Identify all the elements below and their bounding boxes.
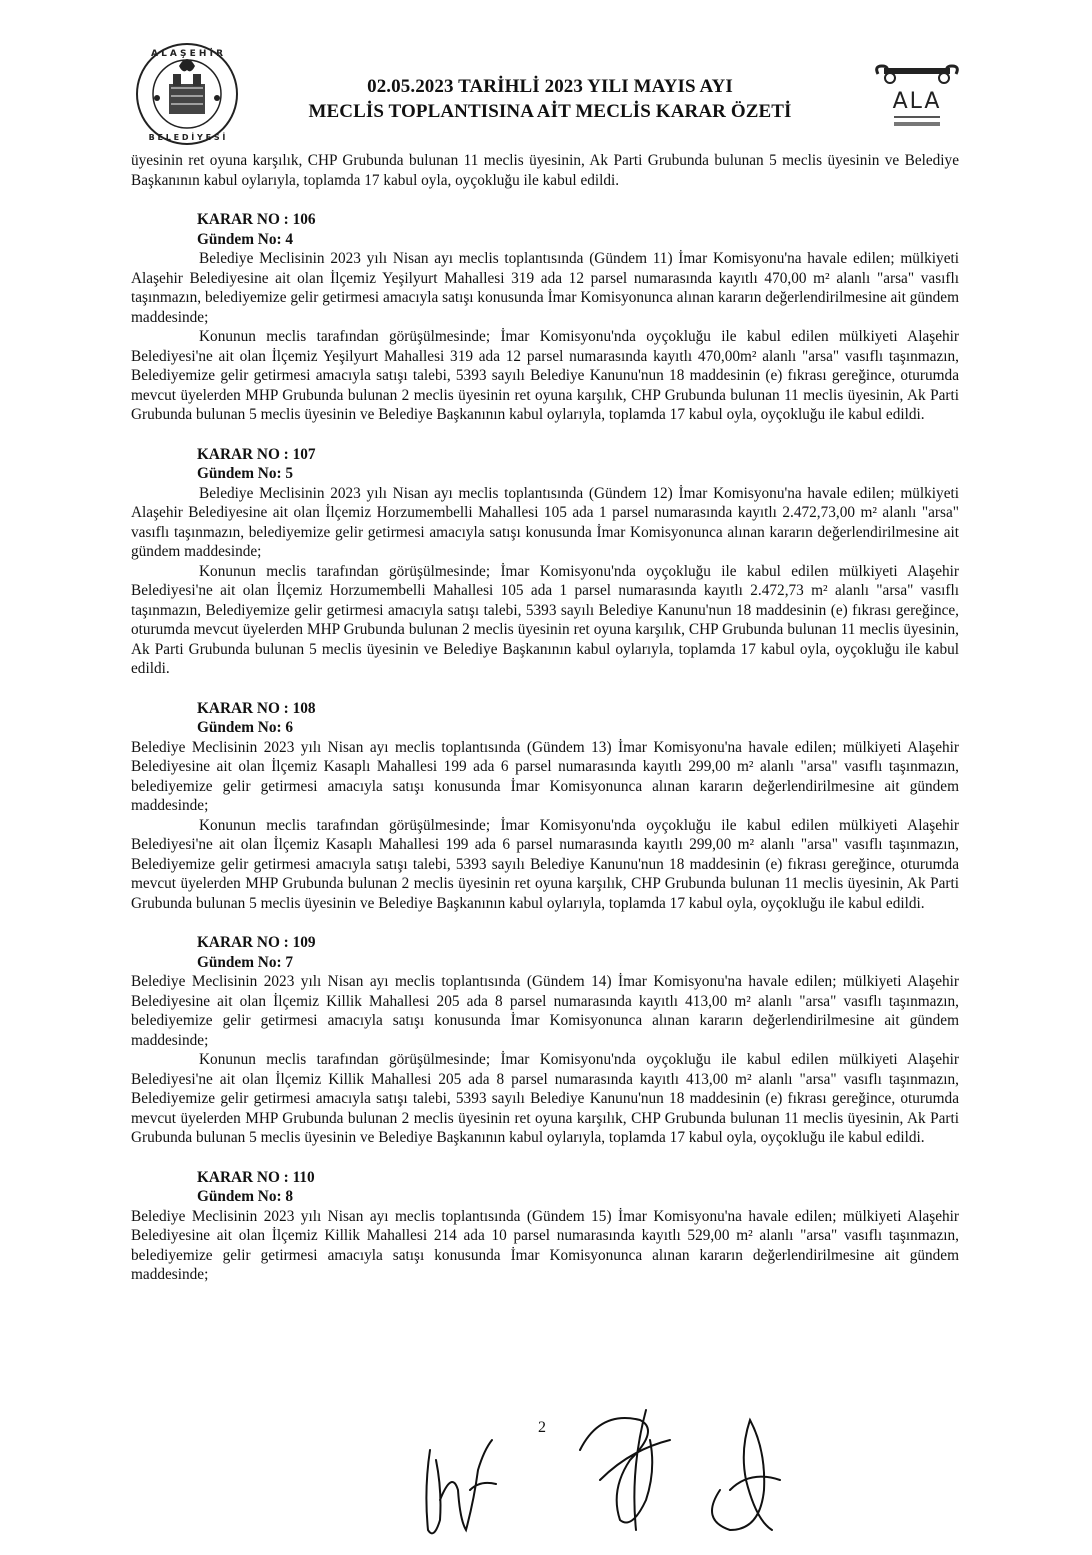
svg-text:ALA: ALA [892,89,942,114]
ala-column-logo-icon [872,62,962,132]
decision-paragraph-1: Belediye Meclisinin 2023 yılı Nisan ayı meclis toplantısında (Gündem 12) İmar Komisyonu'na havale edilen; mülkiyeti Alaşehir Belediyesine ait olan İlçemiz Horzumembelli Mahallesi 105 ada 1 parsel numarasında kayıtlı 2.472,73,00 m² alanlı "arsa" vasıflı taşınmazın, belediyemize gelir getirmesi amacıyla satışı konusunda İmar Komisyonunca alınan kararın değerlendirilmesine ait gündem maddesinde; [131,484,959,560]
gundem-no: Gündem No: 7 [197,953,294,971]
decision-paragraph-2: Konunun meclis tarafından görüşülmesinde; İmar Komisyonu'nda oyçokluğu ile kabul edilen mülkiyeti Alaşehir Belediyesi'ne ait olan İlçemiz Horzumembelli Mahallesi 105 ada 1 parsel numarasında kayıtlı 2.472,73 m² alanlı "arsa" vasıflı taşınmazın, Belediyemize gelir getirmesi amacıyla satışı talebi, 5393 sayılı Belediye Kanunu'nun 18 maddesinin (e) fıkrası gereğince, oturumda mevcut üyelerden MHP Grubunda bulunan 2 meclis üyesinin ret oyuna karşılık, CHP Grubunda bulunan 11 meclis üyesinin, Ak Parti Grubunda bulunan 5 meclis üyesinin ve Belediye Başkanının kabul oylarıyla, toplamda 17 kabul oyla, oyçokluğu ile kabul edildi. [131,562,959,677]
document-header [0,0,1092,150]
karar-no: KARAR NO : 106 [197,211,316,228]
decision-108 [131,699,959,914]
gundem-no: Gündem No: 4 [197,230,294,248]
decision-paragraph-1: Belediye Meclisinin 2023 yılı Nisan ayı meclis toplantısında (Gündem 13) İmar Komisyonu'na havale edilen; mülkiyeti Alaşehir Belediyesine ait olan İlçemiz Kasaplı Mahallesi 199 ada 6 parsel numarasında kayıtlı 299,00 m² alanlı "arsa" vasıflı taşınmazın, belediyemize gelir getirmesi amacıyla satışı konusunda İmar Komisyonunca alınan kararın değerlendirilmesine ait gündem maddesinde; [131,738,959,814]
gundem-no: Gündem No: 5 [197,465,294,482]
alasehir-belediyesi-seal-icon [133,40,241,148]
karar-no: KARAR NO : 110 [197,1168,315,1186]
svg-text:B E L E D İ Y E S İ: B E L E D İ Y E S İ [148,133,226,142]
decision-paragraph-2: Konunun meclis tarafından görüşülmesinde; İmar Komisyonu'nda oyçokluğu ile kabul edilen mülkiyeti Alaşehir Belediyesi'ne ait olan İlçemiz Yeşilyurt Mahallesi 319 ada 12 parsel numarasında kayıtlı 470,00m² alanlı "arsa" vasıflı taşınmazın, Belediyemize gelir getirmesi amacıyla satışı talebi, 5393 sayılı Belediye Kanunu'nun 18 maddesinin (e) fıkrası gereğince, oturumda mevcut üyelerden MHP Grubunda bulunan 2 meclis üyesinin ret oyuna karşılık, CHP Grubunda bulunan 11 meclis üyesinin, Ak Parti Grubunda bulunan 5 meclis üyesinin ve Belediye Başkanının kabul oylarıyla, toplamda 17 kabul oyla, oyçokluğu ile kabul edildi. [131,328,959,423]
gundem-no: Gündem No: 8 [197,1188,294,1205]
page-number: 2 [538,1419,546,1436]
decision-106 [131,210,959,425]
svg-text:A L A Ş E H İ R: A L A Ş E H İ R [150,49,224,59]
decision-110 [131,1168,959,1285]
decision-paragraph-1: Belediye Meclisinin 2023 yılı Nisan ayı meclis toplantısında (Gündem 11) İmar Komisyonu'na havale edilen; mülkiyeti Alaşehir Belediyesine ait olan İlçemiz Yeşilyurt Mahallesi 319 ada 12 parsel numarasında kayıtlı 470,00 m² alanlı "arsa" vasıflı taşınmazın, belediyemize gelir getirmesi amacıyla satışı konusunda İmar Komisyonunca alınan kararın değerlendirilmesine ait gündem maddesinde; [131,250,959,326]
decision-109 [131,933,959,1148]
document-body [131,151,959,1285]
handwritten-signatures-icon [400,1380,800,1550]
decision-107 [131,445,959,679]
karar-no: KARAR NO : 107 [197,445,316,463]
gundem-no: Gündem No: 6 [197,719,294,736]
decision-paragraph-1: Belediye Meclisinin 2023 yılı Nisan ayı meclis toplantısında (Gündem 14) İmar Komisyonu'na havale edilen; mülkiyeti Alaşehir Belediyesine ait olan İlçemiz Killik Mahallesi 205 ada 8 parsel numarasında kayıtlı 413,00 m² alanlı "arsa" vasıflı taşınmazın, belediyemize gelir getirmesi amacıyla satışı konusunda İmar Komisyonunca alınan kararın değerlendirilmesine ait gündem maddesinde; [131,973,959,1049]
title-line-1: 02.05.2023 TARİHLİ 2023 YILI MAYIS AYI [367,76,733,97]
karar-no: KARAR NO : 108 [197,699,316,717]
decision-paragraph-2: Konunun meclis tarafından görüşülmesinde; İmar Komisyonu'nda oyçokluğu ile kabul edilen mülkiyeti Alaşehir Belediyesi'ne ait olan İlçemiz Killik Mahallesi 205 ada 8 parsel numarasında kayıtlı 413,00 m² alanlı "arsa" vasıflı taşınmazın, Belediyemize gelir getirmesi amacıyla satışı talebi, 5393 sayılı Belediye Kanunu'nun 18 maddesinin (e) fıkrası gereğince, oturumda mevcut üyelerden MHP Grubunda bulunan 2 meclis üyesinin ret oyuna karşılık, CHP Grubunda bulunan 11 meclis üyesinin, Ak Parti Grubunda bulunan 5 meclis üyesinin ve Belediye Başkanının kabul oylarıyla, toplamda 17 kabul oyla, oyçokluğu ile kabul edildi. [131,1051,959,1146]
karar-no: KARAR NO : 109 [197,934,316,951]
decision-paragraph-1: Belediye Meclisinin 2023 yılı Nisan ayı meclis toplantısında (Gündem 15) İmar Komisyonu'na havale edilen; mülkiyeti Alaşehir Belediyesine ait olan İlçemiz Killik Mahallesi 214 ada 10 parsel numarasında kayıtlı 529,00 m² alanlı "arsa" vasıflı taşınmazın, belediyemize gelir getirmesi amacıyla satışı konusunda İmar Komisyonunca alınan kararın değerlendirilmesine ait gündem maddesinde; [131,1207,959,1283]
decision-paragraph-2: Konunun meclis tarafından görüşülmesinde; İmar Komisyonu'nda oyçokluğu ile kabul edilen mülkiyeti Alaşehir Belediyesi'ne ait olan İlçemiz Kasaplı Mahallesi 199 ada 6 parsel numarasında kayıtlı 299,00 m² alanlı "arsa" vasıflı taşınmazın, Belediyemize gelir getirmesi amacıyla satışı talebi, 5393 sayılı Belediye Kanunu'nun 18 maddesinin (e) fıkrası gereğince, oturumda mevcut üyelerden MHP Grubunda bulunan 2 meclis üyesinin ret oyuna karşılık, CHP Grubunda bulunan 11 meclis üyesinin, Ak Parti Grubunda bulunan 5 meclis üyesinin ve Belediye Başkanının kabul oylarıyla, toplamda 17 kabul oyla, oyçokluğu ile kabul edildi. [131,816,959,912]
intro-paragraph: üyesinin ret oyuna karşılık, CHP Grubunda bulunan 11 meclis üyesinin, Ak Parti Grubunda bulunan 5 meclis üyesinin ve Belediye Başkanının kabul oylarıyla, toplamda 17 kabul oyla, oyçokluğu ile kabul edildi. [131,152,959,189]
title-line-2: MECLİS TOPLANTISINA AİT MECLİS KARAR ÖZETİ [308,101,792,122]
document-title [250,74,850,124]
